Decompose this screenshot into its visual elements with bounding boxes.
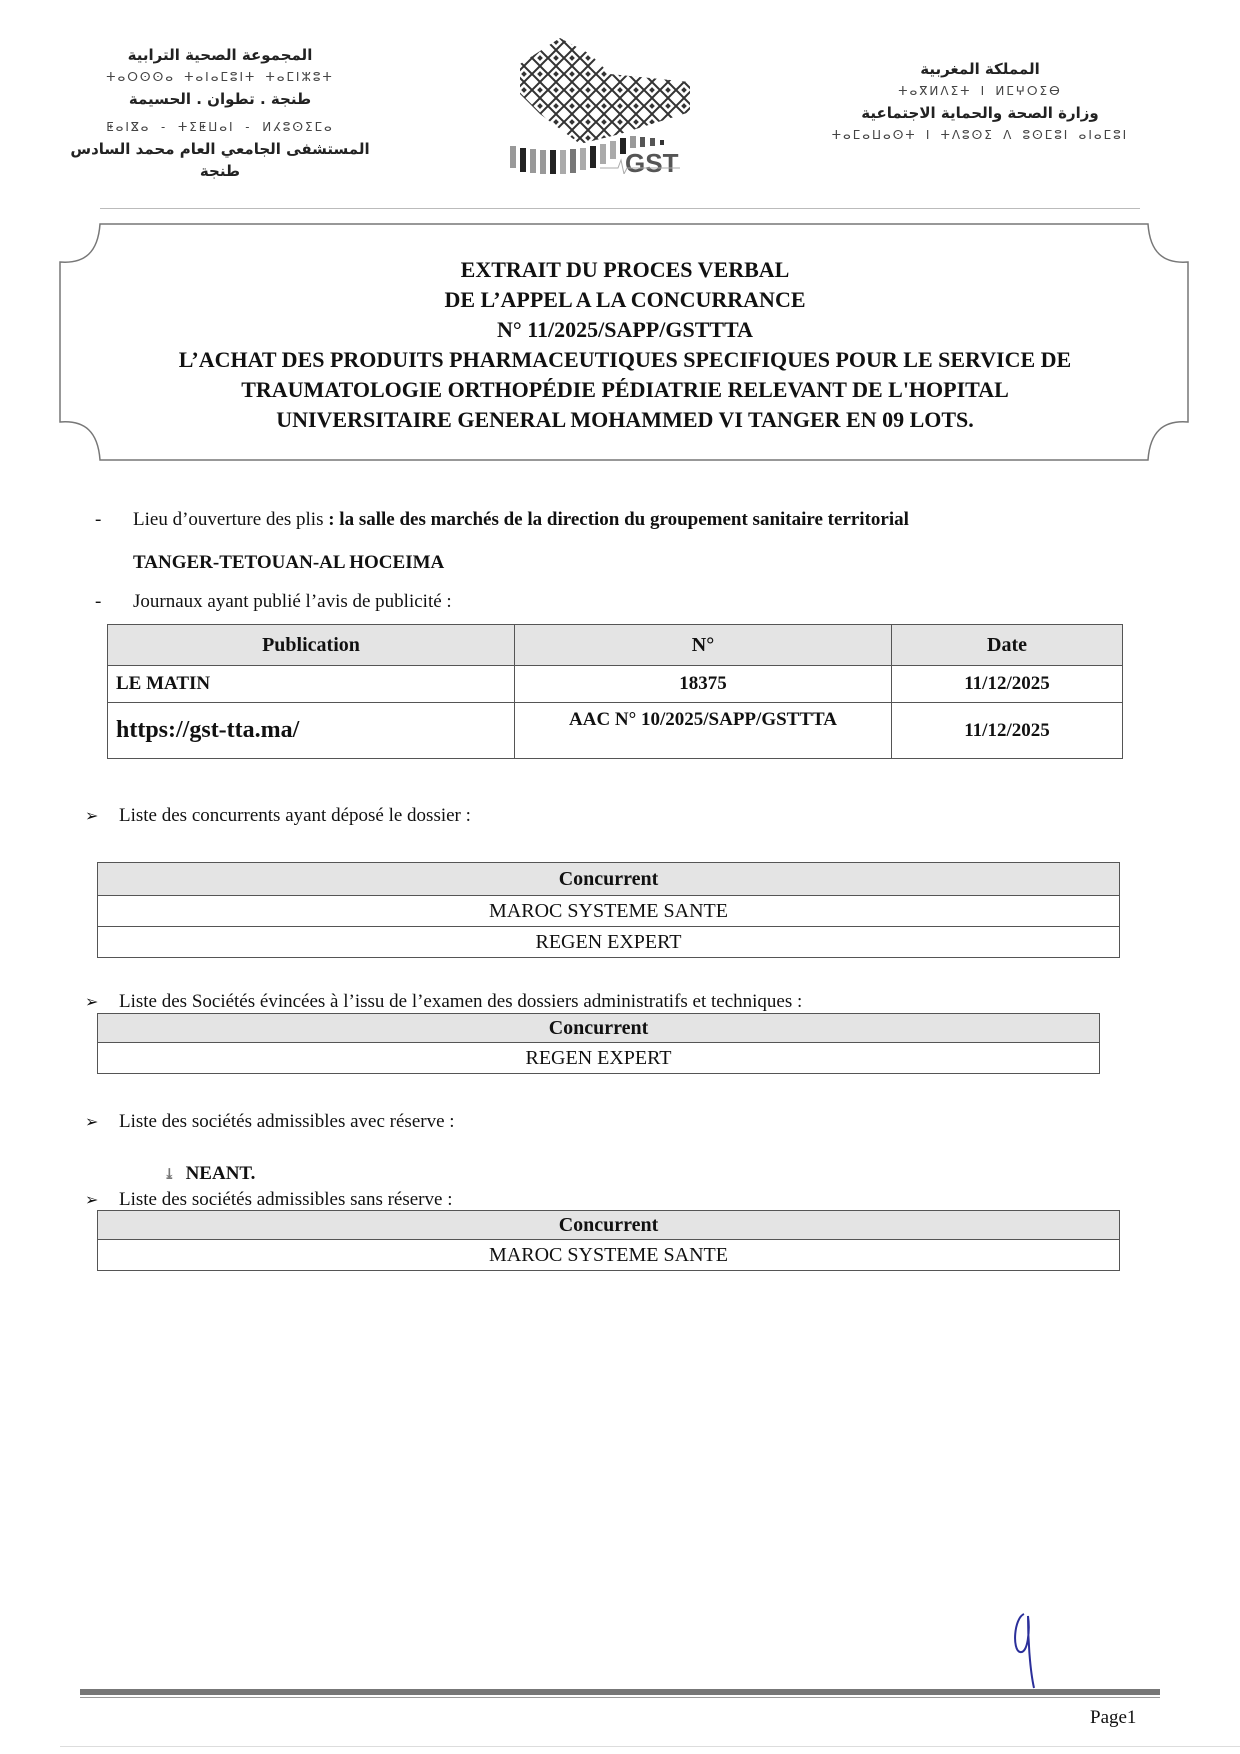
neant-item [163,1162,255,1187]
sans-reserve-table [97,1210,1120,1271]
table-header-row [108,625,1123,666]
header-separator [100,208,1140,209]
header-right-ministry [800,58,1160,146]
arrow-bullet-icon: ➢ [85,1114,99,1131]
title-line-1: EXTRAIT DU PROCES VERBAL [460,257,790,282]
footer-rule-thin [80,1697,1160,1698]
dash-bullet: - [95,591,102,612]
cell-date: 11/12/2025 [892,666,1123,703]
cell-concurrent: MAROC SYSTEME SANTE [98,1240,1120,1271]
scan-edge-line [60,1746,1240,1747]
header-left-arabic-1: المجموعة الصحية الترابية [127,46,313,64]
header-left-arabic-2: طنجة . تطوان . الحسيمة [128,90,312,108]
journaux-label-line [95,590,452,614]
arrow-bullet-icon: ➢ [85,994,99,1011]
dash-bullet: - [95,509,102,530]
publications-table [107,624,1123,759]
document-title [80,255,1170,435]
table-row [108,666,1123,703]
title-reference: N° 11/2025/SAPP/GSTTTA [497,317,753,342]
header-left-arabic-3: المستشفى الجامعي العام محمد السادس طنجة [70,140,370,180]
table-row [98,927,1120,958]
col-date: Date [892,625,1123,666]
down-arrow-icon: ⤓ [163,1167,176,1183]
header-left-tifinagh-2: ⵟⴰⵏⴵⴰ - ⵜⵉⵟⵡⴰⵏ - ⵍⵃⵓⵙⵉⵎⴰ [106,120,334,134]
lieu-ouverture [95,508,909,532]
cell-numero: 18375 [515,666,892,703]
signature-icon [1010,1610,1050,1690]
header-right-tifinagh-2: ⵜⴰⵎⴰⵡⴰⵙⵜ ⵏ ⵜⴷⵓⵙⵉ ⴷ ⵓⵙⵎⵓⵏ ⴰⵏⴰⵎⵓⵏ [831,128,1129,142]
title-line-2: DE L’APPEL A LA CONCURRANCE [444,287,806,312]
col-concurrent: Concurrent [98,863,1120,896]
cell-numero: AAC N° 10/2025/SAPP/GSTTTA [515,703,892,759]
table-row [108,703,1123,759]
gst-logo [500,34,710,174]
section-label: Liste des concurrents ayant déposé le dossier : [119,805,471,826]
table-row [98,1240,1120,1271]
svg-text:GST: GST [625,148,679,174]
arrow-bullet-icon: ➢ [85,1192,99,1209]
cell-publication: LE MATIN [108,666,515,703]
neant-value: NEANT. [185,1163,256,1184]
footer-rule [80,1689,1160,1695]
table-row [98,896,1120,927]
title-line-5: TRAUMATOLOGIE ORTHOPÉDIE PÉDIATRIE RELEVANT DE L'HOPITAL [241,377,1009,402]
header-right-arabic-2: وزارة الصحة والحماية الاجتماعية [861,104,1099,122]
lieu-value: : la salle des marchés de la direction du groupement sanitaire territorial [328,509,909,530]
deposes-table [97,862,1120,958]
evincees-table [97,1013,1100,1074]
cell-concurrent: REGEN EXPERT [98,1043,1100,1074]
journaux-label: Journaux ayant publié l’avis de publicité : [133,591,452,612]
cell-date: 11/12/2025 [892,703,1123,759]
col-concurrent: Concurrent [98,1211,1120,1240]
cell-concurrent: REGEN EXPERT [98,927,1120,958]
section-avec-reserve-label [85,1110,455,1135]
col-concurrent: Concurrent [98,1014,1100,1043]
header-right-arabic-1: المملكة المغربية [920,60,1040,78]
section-label: Liste des Sociétés évincées à l’issu de l’examen des dossiers administratifs et techniques : [119,991,803,1012]
section-label: Liste des sociétés admissibles sans réserve : [119,1189,453,1210]
header-left-tifinagh-1: ⵜⴰⵔⵙⵙⴰ ⵜⴰⵏⴰⵎⵓⵏⵜ ⵜⴰⵎⵏⵣⵓⵜ [106,70,334,84]
arrow-bullet-icon: ➢ [85,808,99,825]
page-number: Page1 [1090,1707,1137,1728]
header-left-institution [60,44,380,182]
title-line-4: L’ACHAT DES PRODUITS PHARMACEUTIQUES SPECIFIQUES POUR LE SERVICE DE [178,347,1072,372]
table-row [98,1043,1100,1074]
gst-logo-icon [500,34,710,174]
cell-concurrent: MAROC SYSTEME SANTE [98,896,1120,927]
section-deposes-label [85,804,471,829]
col-numero: N° [515,625,892,666]
lieu-value-line2: TANGER-TETOUAN-AL HOCEIMA [133,552,445,573]
section-evincees-label [85,990,802,1015]
col-publication: Publication [108,625,515,666]
header-right-tifinagh-1: ⵜⴰⴳⵍⴷⵉⵜ ⵏ ⵍⵎⵖⵔⵉⴱ [898,84,1062,98]
lieu-label: Lieu d’ouverture des plis [133,509,329,530]
title-line-6: UNIVERSITAIRE GENERAL MOHAMMED VI TANGER EN 09 LOTS. [276,407,974,432]
section-label: Liste des sociétés admissibles avec réserve : [119,1111,455,1132]
cell-publication-link[interactable]: https://gst-tta.ma/ [108,703,515,759]
